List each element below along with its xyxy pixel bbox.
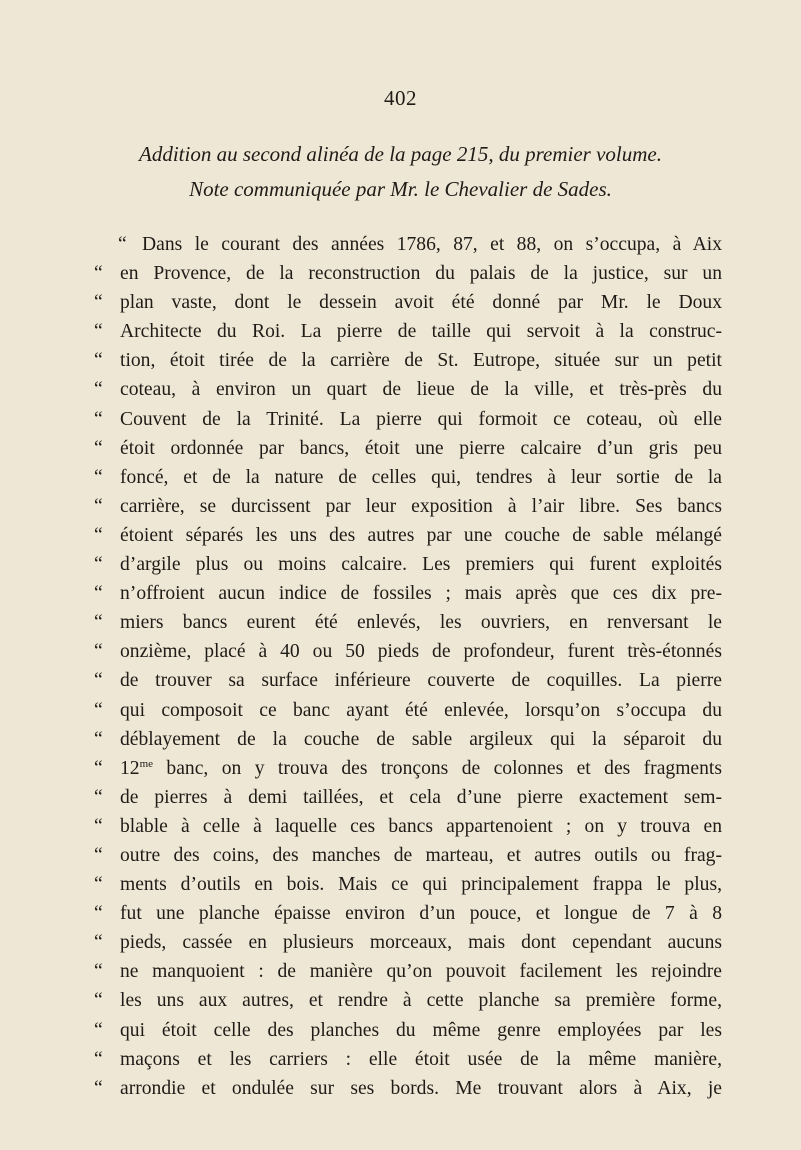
line-text: en Provence, de la reconstruction du palais de la justice, sur un: [120, 263, 722, 285]
line-text: arrondie et ondulée sur ses bords. Me trouvant alors à Aix, je: [120, 1077, 722, 1099]
text-line: [94, 405, 722, 434]
line-text: étoient séparés les uns des autres par une couche de sable mélangé: [120, 524, 722, 546]
quote-mark: “: [94, 495, 103, 517]
quote-mark: “: [94, 466, 103, 488]
page-subtitle: Note communiquée par Mr. le Chevalier de Sades.: [189, 177, 612, 201]
line-text: $12^{me}$ banc, on y trouva des tronçons de colonnes et des fragments: [120, 757, 722, 779]
text-line: [94, 986, 722, 1015]
text-line: [94, 375, 722, 404]
line-text: foncé, et de la nature de celles qui, tendres à leur sortie de la: [120, 466, 722, 488]
line-text: étoit ordonnée par bancs, étoit une pierre calcaire d’un gris peu: [120, 437, 722, 459]
quote-mark: “: [94, 554, 103, 576]
text-line: [94, 230, 722, 259]
line-text: fut une planche épaisse environ d’un pouce, et longue de 7 à 8: [120, 903, 722, 925]
line-text: coteau, à environ un quart de lieue de la ville, et très-près du: [120, 379, 722, 401]
line-text: blable à celle à laquelle ces bancs appartenoient ; on y trouva en: [120, 815, 722, 837]
quote-mark: “: [94, 641, 103, 663]
text-line: [94, 783, 722, 812]
quote-mark: “: [94, 699, 103, 721]
page-number: 402: [384, 86, 417, 110]
quote-mark: “: [94, 932, 103, 954]
quote-mark: “: [94, 321, 103, 343]
text-line: [94, 1074, 722, 1103]
line-text: tion, étoit tirée de la carrière de St. Eutrope, située sur un petit: [120, 350, 722, 372]
text-line: [94, 1045, 722, 1074]
text-line: [94, 637, 722, 666]
text-line: [94, 463, 722, 492]
line-text: ne manquoient : de manière qu’on pouvoit facilement les rejoindre: [120, 961, 722, 983]
quote-mark: “: [94, 757, 103, 779]
text-line: [94, 841, 722, 870]
text-line: [94, 725, 722, 754]
quote-mark: “: [94, 263, 103, 285]
quote-mark: “: [94, 379, 103, 401]
quote-mark: “: [94, 728, 103, 750]
quote-mark: “: [94, 612, 103, 634]
text-line: [94, 754, 722, 783]
line-text: carrière, se durcissent par leur exposition à l’air libre. Ses bancs: [120, 495, 722, 517]
line-text: Architecte du Roi. La pierre de taille qui servoit à la construc-: [120, 321, 722, 343]
line-text: qui composoit ce banc ayant été enlevée, lorsqu’on s’occupa du: [120, 699, 722, 721]
line-text: onzième, placé à 40 ou 50 pieds de profondeur, furent très-étonnés: [120, 641, 722, 663]
text-line: [94, 812, 722, 841]
line-text: Couvent de la Trinité. La pierre qui formoit ce coteau, où elle: [120, 408, 722, 430]
quote-mark: “: [94, 1048, 103, 1070]
line-text: plan vaste, dont le dessein avoit été donné par Mr. le Doux: [120, 292, 722, 314]
quote-mark: “: [94, 961, 103, 983]
text-line: [94, 317, 722, 346]
quote-mark: “: [94, 408, 103, 430]
line-text: déblayement de la couche de sable argileux qui la séparoit du: [120, 728, 722, 750]
text-line: [94, 550, 722, 579]
quote-mark: “: [94, 670, 103, 692]
quote-mark: “: [94, 903, 103, 925]
quote-mark: “: [94, 1019, 103, 1041]
quote-mark: “: [94, 524, 103, 546]
text-line: [94, 521, 722, 550]
text-line: [94, 288, 722, 317]
text-line: [94, 696, 722, 725]
text-line: [94, 899, 722, 928]
page-title: Addition au second alinéa de la page 215, du premier volume.: [139, 142, 662, 166]
quote-mark: “: [94, 815, 103, 837]
quote-mark: “: [94, 874, 103, 896]
text-line: [94, 608, 722, 637]
text-line: [94, 346, 722, 375]
quote-mark: “: [94, 990, 103, 1012]
line-text: outre des coins, des manches de marteau, et autres outils ou frag-: [120, 844, 722, 866]
quote-mark: “: [94, 583, 103, 605]
text-line: [94, 928, 722, 957]
line-text: de trouver sa surface inférieure couverte de coquilles. La pierre: [120, 670, 722, 692]
text-line: [94, 666, 722, 695]
text-line: [94, 1016, 722, 1045]
text-line: [94, 259, 722, 288]
line-text: miers bancs eurent été enlevés, les ouvriers, en renversant le: [120, 612, 722, 634]
line-text: d’argile plus ou moins calcaire. Les premiers qui furent exploités: [120, 554, 722, 576]
text-line: [94, 579, 722, 608]
text-line: [94, 492, 722, 521]
quote-mark: “: [118, 234, 127, 255]
line-text: maçons et les carriers : elle étoit usée de la même manière,: [120, 1048, 722, 1070]
text-line: [94, 957, 722, 986]
body-text: [94, 230, 722, 1103]
line-text: qui étoit celle des planches du même genre employées par les: [120, 1019, 722, 1041]
line-text: n’offroient aucun indice de fossiles ; mais après que ces dix pre-: [120, 583, 722, 605]
quote-mark: “: [94, 844, 103, 866]
quote-mark: “: [94, 350, 103, 372]
line-text: les uns aux autres, et rendre à cette planche sa première forme,: [120, 990, 722, 1012]
line-text: Dans le courant des années 1786, 87, et 88, on s’occupa, à Aix: [142, 234, 722, 255]
line-text: ments d’outils en bois. Mais ce qui principalement frappa le plus,: [120, 874, 722, 896]
quote-mark: “: [94, 292, 103, 314]
text-line: [94, 870, 722, 899]
line-text: de pierres à demi taillées, et cela d’une pierre exactement sem-: [120, 786, 722, 808]
line-text: pieds, cassée en plusieurs morceaux, mais dont cependant aucuns: [120, 932, 722, 954]
text-line: [94, 434, 722, 463]
quote-mark: “: [94, 437, 103, 459]
quote-mark: “: [94, 786, 103, 808]
quote-mark: “: [94, 1077, 103, 1099]
